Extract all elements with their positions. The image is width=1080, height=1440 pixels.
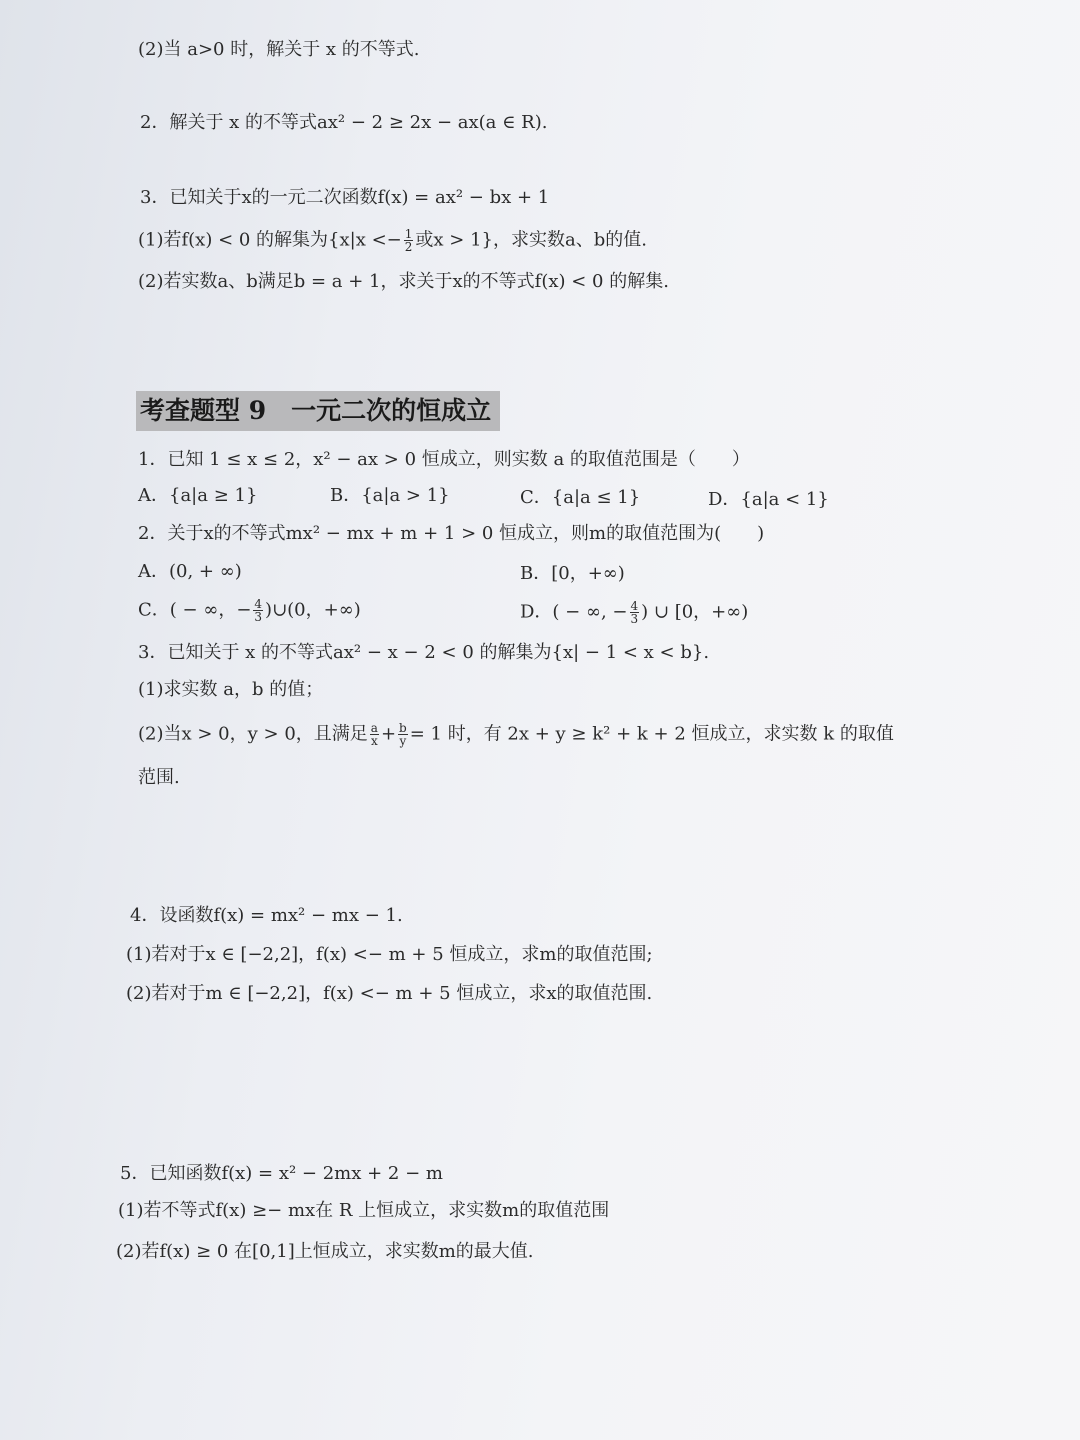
line-s9-q3-part2-cont: 范围. bbox=[138, 767, 180, 788]
line-q2: 2．解关于 x 的不等式ax² − 2 ≥ 2x − ax(a ∈ R). bbox=[140, 112, 548, 133]
bleed-through-text bbox=[860, 110, 1080, 1310]
section-title: 考查题型 9 一元二次的恒成立 bbox=[136, 391, 500, 431]
option-a: A．(0, + ∞) bbox=[138, 561, 242, 582]
fraction-numerator: a bbox=[370, 721, 378, 735]
option-d: D．{a|a < 1} bbox=[708, 489, 829, 510]
option-b: B．[0，+∞) bbox=[520, 563, 625, 584]
line-s9-q2: 2．关于x的不等式mx² − mx + m + 1 > 0 恒成立，则m的取值范围为( ) bbox=[138, 523, 765, 544]
q3-part2-text-a: (2)当x > 0，y > 0，且满足 bbox=[138, 723, 368, 745]
fraction-denominator: 2 bbox=[404, 240, 413, 254]
line-s9-q4: 4．设函数f(x) = mx² − mx − 1. bbox=[130, 905, 403, 926]
fraction-b-over-y bbox=[398, 722, 408, 747]
line-s9-q5: 5．已知函数f(x) = x² − 2mx + 2 − m bbox=[120, 1163, 443, 1184]
line-s9-q3: 3．已知关于 x 的不等式ax² − x − 2 < 0 的解集为{x| − 1 < x < b}. bbox=[138, 642, 710, 663]
fraction-numerator: 1 bbox=[404, 227, 413, 241]
fraction-denominator: 3 bbox=[254, 610, 263, 624]
fraction-denominator: y bbox=[399, 734, 407, 748]
fraction-numerator: 4 bbox=[630, 599, 639, 613]
option-c-text-b: )∪(0，+∞) bbox=[265, 599, 361, 621]
q3-part1-text-b: 或x > 1}，求实数a、b的值. bbox=[415, 229, 647, 251]
option-d bbox=[520, 600, 748, 625]
option-d-text-a: D．( − ∞, − bbox=[520, 601, 628, 623]
option-c: C．{a|a ≤ 1} bbox=[520, 487, 641, 508]
q3-part1-text-a: (1)若f(x) < 0 的解集为{x|x <− bbox=[138, 229, 402, 251]
option-d-text-b: ) ∪ [0，+∞) bbox=[641, 601, 749, 623]
line-s9-q4-part2: (2)若对于m ∈ [−2,2]，f(x) <− m + 5 恒成立，求x的取值范围. bbox=[126, 983, 653, 1004]
fraction-denominator: x bbox=[370, 734, 378, 748]
line-q1-part2: (2)当 a>0 时，解关于 x 的不等式. bbox=[138, 39, 420, 60]
fraction-a-over-x bbox=[370, 722, 379, 747]
line-q3: 3．已知关于x的一元二次函数f(x) = ax² − bx + 1 bbox=[140, 187, 550, 208]
option-c bbox=[138, 598, 361, 623]
fraction-denominator: 3 bbox=[630, 612, 639, 626]
fraction-numerator: b bbox=[399, 721, 407, 735]
option-a: A．{a|a ≥ 1} bbox=[138, 485, 258, 506]
line-s9-q5-part1: (1)若不等式f(x) ≥− mx在 R 上恒成立，求实数m的取值范围 bbox=[118, 1200, 610, 1221]
option-c-text-a: C．( − ∞，− bbox=[138, 599, 252, 621]
option-b: B．{a|a > 1} bbox=[330, 485, 450, 506]
line-s9-q5-part2: (2)若f(x) ≥ 0 在[0,1]上恒成立，求实数m的最大值. bbox=[116, 1241, 534, 1262]
line-s9-q3-part2 bbox=[138, 722, 894, 747]
line-s9-q1: 1．已知 1 ≤ x ≤ 2，x² − ax > 0 恒成立，则实数 a 的取值范围是（ ） bbox=[138, 449, 750, 470]
line-q3-part1 bbox=[138, 228, 647, 253]
q3-part2-text-b: = 1 时，有 2x + y ≥ k² + k + 2 恒成立，求实数 k 的取值 bbox=[409, 723, 894, 745]
plus-sign: + bbox=[380, 723, 397, 745]
fraction-numerator: 4 bbox=[254, 597, 263, 611]
fraction-one-half bbox=[404, 228, 414, 253]
line-q3-part2: (2)若实数a、b满足b = a + 1，求关于x的不等式f(x) < 0 的解集. bbox=[138, 271, 669, 292]
fraction-four-thirds bbox=[253, 598, 263, 623]
line-s9-q3-part1: (1)求实数 a，b 的值； bbox=[138, 679, 324, 700]
line-s9-q4-part1: (1)若对于x ∈ [−2,2]，f(x) <− m + 5 恒成立，求m的取值范围; bbox=[126, 944, 653, 965]
fraction-four-thirds bbox=[630, 600, 640, 625]
